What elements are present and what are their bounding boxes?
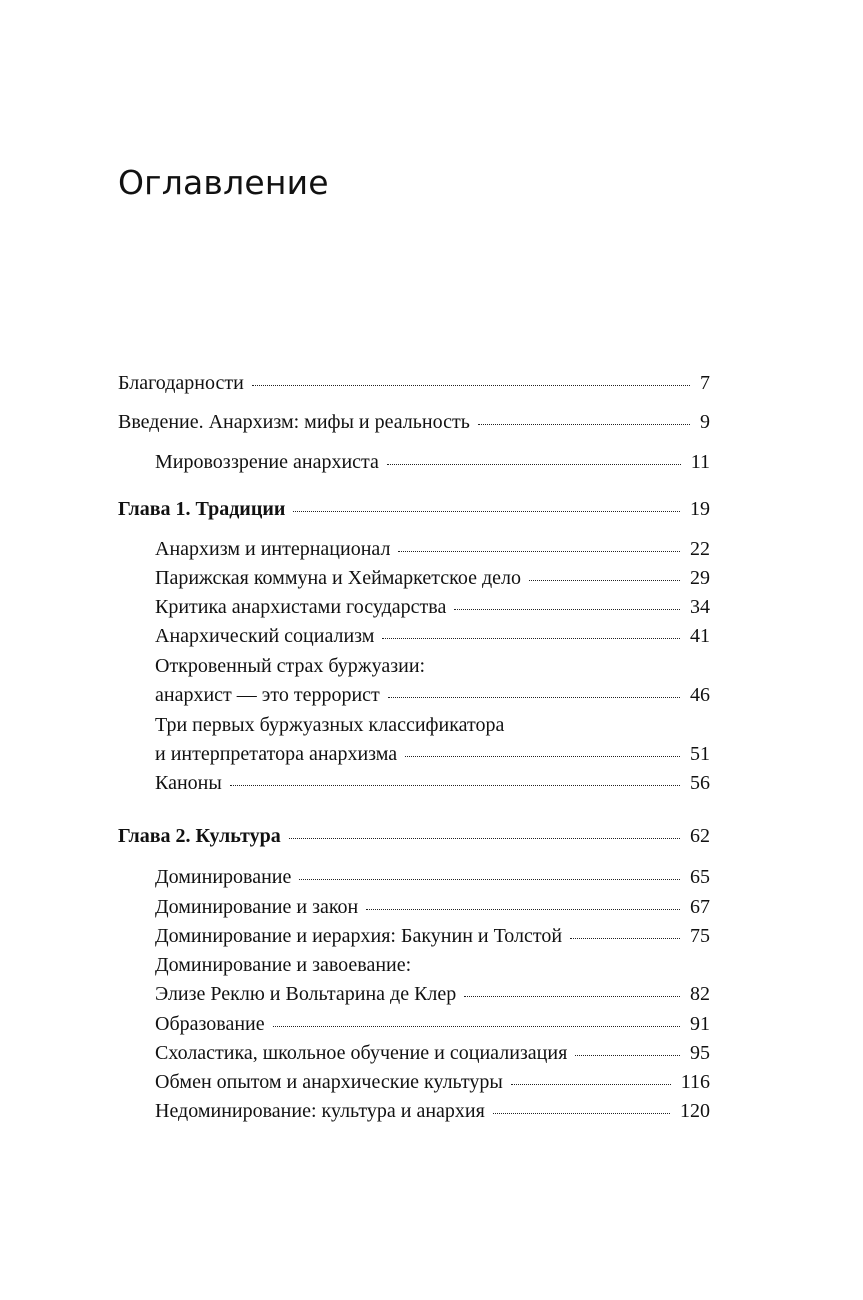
entry-label: Схоластика, школьное обучение и социализация <box>155 1042 568 1064</box>
entry-label: Критика анархистами государства <box>155 596 447 618</box>
toc-entry-non-domination[interactable] <box>155 1099 710 1123</box>
entry-label: Доминирование <box>155 866 292 888</box>
toc-entry-worldview[interactable] <box>155 450 710 474</box>
entry-label: Доминирование и иерархия: Бакунин и Толстой <box>155 925 563 947</box>
dot-leader <box>570 938 680 939</box>
dot-leader <box>366 909 680 910</box>
toc-entry-domination-hierarchy[interactable] <box>155 924 710 948</box>
entry-label: Мировоззрение анархиста <box>155 451 379 473</box>
dot-leader <box>464 996 680 997</box>
entry-label: Глава 2. Культура <box>118 825 281 847</box>
entry-page-number: 82 <box>690 983 710 1005</box>
entry-page-number: 7 <box>700 372 710 394</box>
entry-page-number: 41 <box>690 625 710 647</box>
dot-leader <box>493 1113 670 1114</box>
toc-entry-domination[interactable] <box>155 865 710 889</box>
entry-label-first-line: Три первых буржуазных классификатора <box>155 714 505 736</box>
entry-page-number: 67 <box>690 896 710 918</box>
entry-page-number: 91 <box>690 1013 710 1035</box>
entry-page-number: 116 <box>680 1071 710 1093</box>
entry-label: Парижская коммуна и Хеймаркетское дело <box>155 567 521 589</box>
dot-leader <box>405 756 680 757</box>
toc-entry-classifiers[interactable] <box>155 713 710 766</box>
entry-page-number: 120 <box>680 1100 710 1122</box>
entry-label: Глава 1. Традиции <box>118 498 286 520</box>
dot-leader <box>252 385 690 386</box>
toc-entry-chapter-1[interactable] <box>118 497 710 521</box>
dot-leader <box>387 464 681 465</box>
dot-leader <box>382 638 680 639</box>
entry-label: Введение. Анархизм: мифы и реальность <box>118 411 470 433</box>
toc-entry-education[interactable] <box>155 1012 710 1036</box>
entry-label: Обмен опытом и анархические культуры <box>155 1071 503 1093</box>
toc-entry-acknowledgements[interactable] <box>118 371 710 395</box>
entry-label: Анархический социализм <box>155 625 375 647</box>
dot-leader <box>230 785 680 786</box>
toc-entry-domination-conquest[interactable] <box>155 953 710 1006</box>
entry-page-number: 95 <box>690 1042 710 1064</box>
entry-label: Доминирование и закон <box>155 896 359 918</box>
entry-label: Анархизм и интернационал <box>155 538 391 560</box>
entry-label: Каноны <box>155 772 222 794</box>
toc-entry-bourgeois-fear[interactable] <box>155 654 710 707</box>
dot-leader <box>478 424 690 425</box>
dot-leader <box>273 1026 680 1027</box>
dot-leader <box>454 609 680 610</box>
entry-page-number: 51 <box>690 743 710 765</box>
entry-label: Элизе Реклю и Вольтарина де Клер <box>155 983 457 1005</box>
toc-entry-state-critique[interactable] <box>155 595 710 619</box>
dot-leader <box>398 551 680 552</box>
entry-page-number: 65 <box>690 866 710 888</box>
entry-page-number: 56 <box>690 772 710 794</box>
entry-label-first-line: Откровенный страх буржуазии: <box>155 655 426 677</box>
toc-entry-scholasticism[interactable] <box>155 1041 710 1065</box>
toc-entry-anarchist-socialism[interactable] <box>155 624 710 648</box>
entry-page-number: 34 <box>690 596 710 618</box>
entry-label: Образование <box>155 1013 265 1035</box>
toc-entry-experience-exchange[interactable] <box>155 1070 710 1094</box>
dot-leader <box>293 511 680 512</box>
toc-entry-international[interactable] <box>155 537 710 561</box>
dot-leader <box>289 838 680 839</box>
entry-page-number: 75 <box>690 925 710 947</box>
toc-entry-paris-commune[interactable] <box>155 566 710 590</box>
dot-leader <box>388 697 680 698</box>
entry-page-number: 9 <box>700 411 710 433</box>
entry-label-first-line: Доминирование и завоевание: <box>155 954 412 976</box>
entry-page-number: 11 <box>690 451 710 473</box>
entry-label: Недоминирование: культура и анархия <box>155 1100 485 1122</box>
page-title: Оглавление <box>118 163 329 202</box>
dot-leader <box>299 879 680 880</box>
entry-label: Благодарности <box>118 372 244 394</box>
dot-leader <box>511 1084 671 1085</box>
dot-leader <box>575 1055 680 1056</box>
toc-entry-domination-law[interactable] <box>155 895 710 919</box>
entry-page-number: 46 <box>690 684 710 706</box>
entry-label: и интерпретатора анархизма <box>155 743 398 765</box>
toc-entry-introduction[interactable] <box>118 410 710 434</box>
entry-page-number: 62 <box>690 825 710 847</box>
entry-label: анархист — это террорист <box>155 684 380 706</box>
entry-page-number: 29 <box>690 567 710 589</box>
entry-page-number: 22 <box>690 538 710 560</box>
dot-leader <box>529 580 680 581</box>
toc-entry-chapter-2[interactable] <box>118 824 710 848</box>
entry-page-number: 19 <box>690 498 710 520</box>
toc-entry-canons[interactable] <box>155 771 710 795</box>
